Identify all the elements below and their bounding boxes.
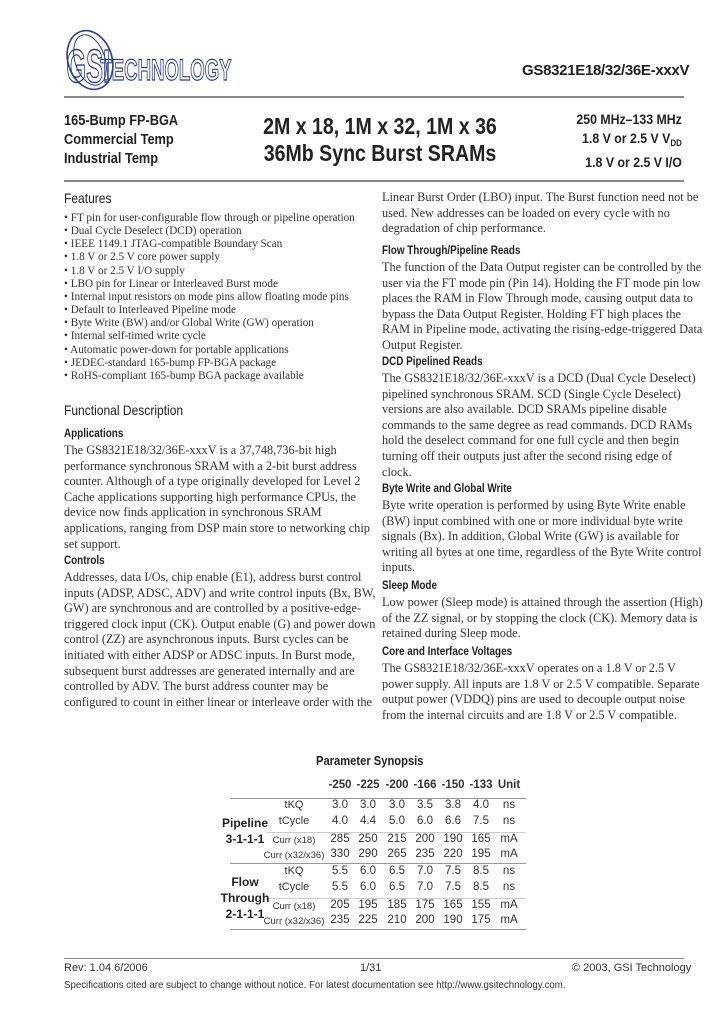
col-header: -166 (413, 779, 437, 791)
col-header: -225 (356, 779, 380, 791)
table-cell: 185 (387, 899, 407, 911)
applications-heading: Applications (64, 428, 124, 440)
group-label-pipeline: Pipeline 3-1-1-1 (221, 816, 268, 846)
col-header: -150 (441, 779, 465, 791)
core-voltages-text: The GS8321E18/32/36E-xxxV operates on a 1.8 V or 2.5 V power supply. All inputs are 1.8 V or 2.5 V compatible. Separate output power (VDDQ) pins are used to decouple output noise from the internal circuits and are 1.8 V or 2.5 V compatible. (382, 661, 700, 722)
table-cell: 7.5 (445, 881, 461, 893)
feature-item: • Dual Cycle Deselect (DCD) operation (64, 225, 355, 238)
col-header: -133 (469, 779, 493, 791)
table-cell: 330 (330, 848, 350, 860)
table-cell: 6.5 (389, 865, 405, 877)
dcd-text: The GS8321E18/32/36E-xxxV is a DCD (Dual Cycle Deselect) pipelined synchronous SRAM. SCD (Single Cycle Deselect) versions are also available. DCD SRAMs pipeline disable commands to the same degree as read commands. DCD RAMs hold the deselect command for one full cycle and then begin turning off their outputs just after the second rising edge of clock. (382, 371, 696, 479)
table-cell: 6.0 (360, 881, 376, 893)
sleep-mode-heading: Sleep Mode (382, 580, 437, 592)
package-line: 165-Bump FP-BGA (64, 113, 179, 129)
table-cell: 7.5 (473, 815, 489, 827)
table-cell: 200 (415, 833, 435, 845)
table-cell: 3.0 (360, 799, 376, 811)
table-cell: ns (502, 799, 516, 811)
title-line-2: 36Mb Sync Burst SRAMs (263, 140, 497, 166)
page-number: 1/31 (360, 962, 382, 974)
table-cell: 285 (330, 833, 350, 845)
flow-through-heading: Flow Through/Pipeline Reads (382, 245, 521, 257)
table-rule-mid (230, 863, 526, 864)
table-cell: ns (502, 815, 516, 827)
sleep-mode-text: Low power (Sleep mode) is attained through the assertion (High) of the ZZ signal, or by stopping the clock (CK). Memory data is retained during Sleep mode. (382, 595, 703, 641)
table-cell: 205 (330, 899, 350, 911)
feature-item: • Internal input resistors on mode pins allow floating mode pins (64, 291, 355, 304)
row-label: tKQ (284, 865, 304, 877)
table-cell: 7.0 (417, 865, 433, 877)
controls-heading: Controls (64, 555, 105, 567)
footer-note: Specifications cited are subject to change without notice. For latest documentation see http://www.gsitechnology.com. (64, 980, 566, 991)
vio-spec: 1.8 V or 2.5 V I/O (585, 154, 682, 170)
feature-item: • LBO pin for Linear or Interleaved Burst mode (64, 278, 355, 291)
table-cell: 3.8 (445, 799, 461, 811)
flow-through-text: The function of the Data Output register can be controlled by the user via the FT mode pin (Pin 14). Holding the FT mode pin low places the RAM in Flow Through mode, causing output data to bypass the Data Output Register. Holding FT high places the RAM in Pipeline mode, activating the rising-edge-triggered Data Output Register. (382, 260, 703, 352)
table-cell: 3.5 (417, 799, 433, 811)
feature-item: • RoHS-compliant 165-bump BGA package available (64, 370, 355, 383)
table-cell: 4.0 (473, 799, 489, 811)
table-cell: 3.0 (332, 799, 348, 811)
footer-rule (64, 958, 684, 959)
table-cell: 5.5 (332, 881, 348, 893)
table-cell: 155 (471, 899, 491, 911)
table-cell: 200 (415, 914, 435, 926)
table-cell: 220 (443, 848, 463, 860)
table-cell: mA (500, 899, 518, 911)
table-cell: 235 (415, 848, 435, 860)
table-cell: 175 (471, 914, 491, 926)
table-cell: 165 (471, 833, 491, 845)
table-cell: 250 (358, 833, 378, 845)
table-cell: 225 (358, 914, 378, 926)
synopsis-title: Parameter Synopsis (316, 753, 424, 768)
table-cell: 190 (443, 914, 463, 926)
vdd-spec: 1.8 V or 2.5 V $V_{DD}$ (582, 130, 682, 148)
svg-text:GSI: GSI (66, 39, 110, 92)
table-cell: 6.5 (389, 881, 405, 893)
table-cell: 4.4 (360, 815, 376, 827)
row-label: Curr (x18) (272, 835, 316, 846)
table-cell: 3.0 (389, 799, 405, 811)
row-label: Curr (x32/x36) (263, 850, 325, 861)
dcd-heading: DCD Pipelined Reads (382, 356, 483, 368)
table-cell: mA (500, 914, 518, 926)
features-heading: Features (64, 190, 112, 206)
table-cell: 165 (443, 899, 463, 911)
table-cell: 8.5 (473, 881, 489, 893)
table-cell: 190 (443, 833, 463, 845)
table-cell: 210 (387, 914, 407, 926)
table-cell: 8.5 (473, 865, 489, 877)
table-rule-bottom (230, 929, 526, 930)
burst-intro-text: Linear Burst Order (LBO) input. The Burst function need not be used. New addresses can be loaded on every cycle with no degradation of chip performance. (382, 190, 699, 236)
table-cell: 195 (358, 899, 378, 911)
table-cell: 175 (415, 899, 435, 911)
feature-item: • Automatic power-down for portable applications (64, 344, 355, 357)
row-label: Curr (x32/x36) (263, 916, 325, 927)
row-label: tCycle (278, 881, 310, 893)
table-cell: 195 (471, 848, 491, 860)
table-cell: 265 (387, 848, 407, 860)
revision: Rev: 1.04 6/2006 (64, 962, 148, 974)
logo-wordmark: TECHNOLOGY (100, 53, 232, 88)
col-header: -250 (328, 779, 352, 791)
row-label: tKQ (284, 799, 304, 811)
table-cell: mA (500, 848, 518, 860)
feature-item: • Byte Write (BW) and/or Global Write (GW) operation (64, 317, 355, 330)
table-cell: 290 (358, 848, 378, 860)
table-cell: 5.5 (332, 865, 348, 877)
table-cell: 6.0 (360, 865, 376, 877)
core-voltages-heading: Core and Interface Voltages (382, 646, 513, 658)
feature-item: • FT pin for user-configurable flow through or pipeline operation (64, 212, 355, 225)
feature-item: • Internal self-timed write cycle (64, 330, 355, 343)
table-cell: 6.6 (445, 815, 461, 827)
feature-item: • JEDEC-standard 165-bump FP-BGA package (64, 357, 355, 370)
feature-item: • Default to Interleaved Pipeline mode (64, 304, 355, 317)
controls-text: Addresses, data I/Os, chip enable (E1), address burst control inputs (ADSP, ADSC, ADV) and write control inputs (Bx, BW, GW) are synchronous and are controlled by a positive-edge- triggered clock input (CK). Output enable (G) and power down control (ZZ) are asynchronous inputs. Burst cycles can be initiated with either ADSP or ADSC inputs. In Burst mode, subsequent burst addresses are generated internally and are controlled by ADV. The burst address counter may be configured to count in either linear or interleave order with the (64, 570, 376, 709)
col-header: Unit (497, 779, 521, 791)
feature-item: • 1.8 V or 2.5 V core power supply (64, 251, 355, 264)
byte-write-text: Byte write operation is performed by using Byte Write enable (BW) input combined with one or more individual byte write signals (Bx). In addition, Global Write (GW) is available for writing all bytes at one time, regardless of the Byte Write control inputs. (382, 498, 702, 575)
table-cell: 5.0 (389, 815, 405, 827)
table-cell: 235 (330, 914, 350, 926)
table-cell: 215 (387, 833, 407, 845)
functional-description-heading: Functional Description (64, 402, 184, 418)
copyright: © 2003, GSI Technology (572, 962, 692, 974)
part-number: GS8321E18/32/36E-xxxV (522, 62, 690, 79)
table-cell: ns (502, 881, 516, 893)
feature-item: • 1.8 V or 2.5 V I/O supply (64, 265, 355, 278)
commercial-temp-line: Commercial Temp (64, 132, 174, 148)
table-cell: ns (502, 865, 516, 877)
table-cell: 7.5 (445, 865, 461, 877)
title-line-1: 2M x 18, 1M x 32, 1M x 36 (263, 113, 497, 139)
group-label-flow-through: Flow Through 2-1-1-1 (220, 875, 270, 921)
table-cell: 6.0 (417, 815, 433, 827)
table-cell: 7.0 (417, 881, 433, 893)
feature-item: • IEEE 1149.1 JTAG-compatible Boundary Scan (64, 238, 355, 251)
industrial-temp-line: Industrial Temp (64, 151, 159, 167)
applications-text: The GS8321E18/32/36E-xxxV is a 37,748,736-bit high performance synchronous SRAM with a 2-bit burst address counter. Although of a type originally developed for Level 2 Cache applications supporting high performance CPUs, the device now finds application in synchronous SRAM applications, ranging from DSP main store to networking chip set support. (64, 443, 370, 551)
col-header: -200 (385, 779, 409, 791)
row-label: tCycle (278, 815, 310, 827)
table-cell: mA (500, 833, 518, 845)
frequency-range: 250 MHz–133 MHz (576, 111, 682, 127)
byte-write-heading: Byte Write and Global Write (382, 483, 512, 495)
table-cell: 4.0 (332, 815, 348, 827)
row-label: Curr (x18) (272, 901, 316, 912)
